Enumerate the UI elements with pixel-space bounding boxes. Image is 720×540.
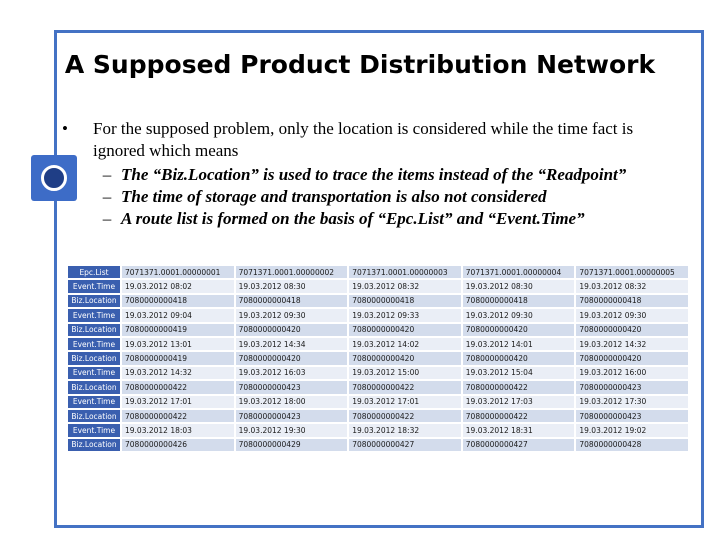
table-row [68, 381, 688, 393]
table-cell: 7080000000420 [349, 324, 461, 336]
table-cell: 19.03.2012 09:30 [236, 309, 348, 321]
dash-marker: – [102, 209, 112, 228]
table-cell: 19.03.2012 17:03 [463, 396, 575, 408]
row-header: Event.Time [68, 396, 120, 408]
table-cell: 19.03.2012 14:02 [349, 338, 461, 350]
row-header: Event.Time [68, 367, 120, 379]
table-cell: 19.03.2012 15:00 [349, 367, 461, 379]
slide-title: A Supposed Product Distribution Network [64, 50, 656, 79]
table-row [68, 338, 688, 350]
row-header: Event.Time [68, 338, 120, 350]
table-row [68, 396, 688, 408]
table-cell: 19.03.2012 13:01 [122, 338, 234, 350]
table-cell: 19.03.2012 16:00 [576, 367, 688, 379]
sub-point-text: The time of storage and transportation is also not considered [121, 187, 547, 206]
table-cell: 7080000000427 [463, 439, 575, 451]
table-cell: 7071371.0001.00000004 [463, 266, 575, 278]
row-header: Epc.List [68, 266, 120, 278]
table-cell: 7080000000420 [576, 324, 688, 336]
table-cell: 7080000000420 [463, 324, 575, 336]
table-cell: 19.03.2012 14:32 [576, 338, 688, 350]
table-body [68, 266, 688, 451]
row-header: Biz.Location [68, 295, 120, 307]
sub-point-text: The “Biz.Location” is used to trace the items instead of the “Readpoint” [121, 165, 627, 184]
table-cell: 7071371.0001.00000003 [349, 266, 461, 278]
dash-marker: – [102, 187, 112, 206]
row-header: Event.Time [68, 424, 120, 436]
table-row [68, 439, 688, 451]
table-cell: 7080000000423 [576, 410, 688, 422]
table-cell: 7080000000422 [463, 381, 575, 393]
table-cell: 19.03.2012 14:01 [463, 338, 575, 350]
bullet-marker: • [62, 119, 68, 138]
table-row [68, 324, 688, 336]
row-header: Event.Time [68, 280, 120, 292]
intro-paragraph: For the supposed problem, only the location is considered while the time fact is ignored which means [93, 119, 634, 160]
table-cell: 19.03.2012 08:02 [122, 280, 234, 292]
table-cell: 19.03.2012 17:30 [576, 396, 688, 408]
dash-marker: – [102, 165, 112, 184]
table-cell: 7080000000422 [122, 410, 234, 422]
table-cell: 19.03.2012 14:32 [122, 367, 234, 379]
table-cell: 7080000000427 [349, 439, 461, 451]
table-row [68, 295, 688, 307]
table-cell: 7080000000426 [122, 439, 234, 451]
table-cell: 19.03.2012 17:01 [349, 396, 461, 408]
table-cell: 7080000000429 [236, 439, 348, 451]
table-cell: 19.03.2012 08:30 [236, 280, 348, 292]
table-cell: 19.03.2012 09:33 [349, 309, 461, 321]
table-cell: 19.03.2012 19:02 [576, 424, 688, 436]
sub-point [93, 164, 682, 186]
table-cell: 7080000000420 [236, 352, 348, 364]
table-cell: 7080000000420 [236, 324, 348, 336]
table-row [68, 410, 688, 422]
table-cell: 7071371.0001.00000005 [576, 266, 688, 278]
table-cell: 7080000000422 [349, 410, 461, 422]
table-cell: 19.03.2012 17:01 [122, 396, 234, 408]
table-cell: 19.03.2012 16:03 [236, 367, 348, 379]
table-row [68, 309, 688, 321]
table-cell: 7080000000419 [122, 324, 234, 336]
table-cell: 19.03.2012 09:30 [463, 309, 575, 321]
slide-body [62, 118, 682, 230]
table-cell: 7080000000423 [236, 381, 348, 393]
table-cell: 19.03.2012 08:32 [576, 280, 688, 292]
row-header: Biz.Location [68, 352, 120, 364]
table-cell: 19.03.2012 08:32 [349, 280, 461, 292]
table-cell: 7080000000418 [122, 295, 234, 307]
sub-point-list [93, 164, 682, 230]
row-header: Biz.Location [68, 324, 120, 336]
table-cell: 7080000000422 [122, 381, 234, 393]
table-cell: 7080000000418 [576, 295, 688, 307]
table-row [68, 280, 688, 292]
table-cell: 7071371.0001.00000002 [236, 266, 348, 278]
table-cell: 19.03.2012 09:30 [576, 309, 688, 321]
sub-point-text: A route list is formed on the basis of “Epc.List” and “Event.Time” [121, 209, 585, 228]
row-header: Event.Time [68, 309, 120, 321]
table-row [68, 352, 688, 364]
table-cell: 7080000000423 [236, 410, 348, 422]
table-cell: 7080000000423 [576, 381, 688, 393]
table-cell: 7080000000418 [236, 295, 348, 307]
table-cell: 7080000000420 [576, 352, 688, 364]
table-cell: 19.03.2012 18:03 [122, 424, 234, 436]
table-cell: 7080000000419 [122, 352, 234, 364]
table-cell: 7080000000418 [463, 295, 575, 307]
table-cell: 7071371.0001.00000001 [122, 266, 234, 278]
table-cell: 7080000000422 [349, 381, 461, 393]
table-cell: 19.03.2012 19:30 [236, 424, 348, 436]
table-cell: 19.03.2012 08:30 [463, 280, 575, 292]
table-cell: 19.03.2012 18:31 [463, 424, 575, 436]
table-cell: 7080000000420 [463, 352, 575, 364]
route-data-table [66, 264, 690, 453]
table-row [68, 266, 688, 278]
table-cell: 19.03.2012 14:34 [236, 338, 348, 350]
table-cell: 19.03.2012 15:04 [463, 367, 575, 379]
row-header: Biz.Location [68, 439, 120, 451]
table-cell: 7080000000428 [576, 439, 688, 451]
table-cell: 19.03.2012 18:32 [349, 424, 461, 436]
table-cell: 7080000000422 [463, 410, 575, 422]
table-cell: 7080000000420 [349, 352, 461, 364]
sub-point [93, 208, 682, 230]
row-header: Biz.Location [68, 410, 120, 422]
table-cell: 7080000000418 [349, 295, 461, 307]
row-header: Biz.Location [68, 381, 120, 393]
table-cell: 19.03.2012 18:00 [236, 396, 348, 408]
table-row [68, 424, 688, 436]
sub-point [93, 186, 682, 208]
table-row [68, 367, 688, 379]
table-cell: 19.03.2012 09:04 [122, 309, 234, 321]
